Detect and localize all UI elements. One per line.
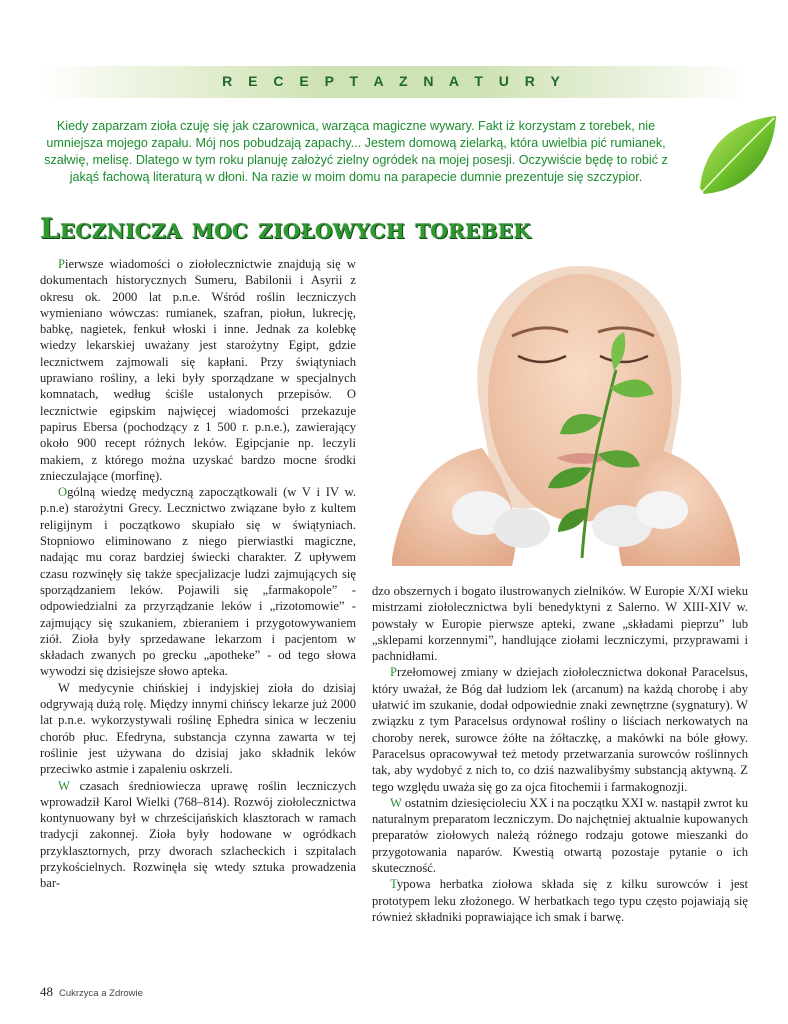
intro-paragraph: Kiedy zaparzam zioła czuję się jak czarownica, warząca magiczne wywary. Fakt iż korzystam z torebek, nie umniejsza mojego zapału. Mój nos pobudzają zapachy... Jestem domową zielarką, która uwielbia pić rumianek, szałwię, melisę. Dlatego w tym roku planuję założyć zielny ogródek na mojej posesji. Oczywiście będę to robić z jakąś fachową literaturą w dłoni. Na razie w moim domu na parapecie dumnie prezentuje się szczypior. [44,119,668,184]
paragraph: gólną wiedzę medyczną zapoczątkowali (w V i IV w. p.n.e) starożytni Grecy. Lecznictwo związane było z kultem religijnym i początkowo skupiało się w świątyniach. Stopniowo eliminowano z niego pierwiastki magiczne, nadając mu coraz bardziej świecki charakter. Z upływem czasu rozwinęły się także specjalizacje ludzi zajmujących się sporządzaniem leków. Pojawili się „farmakopole” - odpowiedzialni za przyrządzanie leków i „rizotomowie” - zajmujący się szukaniem, zbieraniem i przygotowywaniem ziół. Zioła były sprzedawane lekarzom i pacjentom w składach zwanych po grecku „apotheke” - od tego słowa wywodzi się dzisiejsze słowo apteka. [40,485,356,679]
drop-initial: P [58,257,66,271]
paragraph: rzełomowej zmiany w dziejach ziołolecznictwa dokonał Paracelsus, który uważał, że Bóg dał ludziom lek (arcanum) na każdą chorobę i aby ułatwić im szukanie, dodał odpowiednie znaki zewnętrzne (sygnatury). W związku z tym Paracelsus ordynował rośliny o liściach nerkowatych na choroby nerek, surowce żółte na żółtaczkę, a makówki na bóle głowy. Paracelsus opracowywał też metody przetwarzania surowców roślinnych tak, aby wydobyć z nich to, co dziś nazwalibyśmy substancją aktywną. Z tego względu uważa się go za ojca fitochemii i farmakognozji. [372,665,748,794]
paragraph: ypowa herbatka ziołowa składa się z kilku surowców i jest prototypem leku złożonego. W herbatkach tego typu często pojawiają się również składniki poprawiające ich smak i barwę. [372,877,748,924]
drop-initial: W [58,778,70,793]
leaf-icon [690,110,780,205]
photo-illustration [372,258,760,566]
drop-initial: W [390,795,402,810]
page-number: 48 [40,984,53,999]
magazine-name: Cukrzyca a Zdrowie [59,988,143,999]
section-label: R E C E P T A Z N A T U R Y [222,73,566,89]
left-column [40,256,356,892]
drop-initial: T [390,877,397,892]
drop-initial: P [390,665,398,680]
paragraph: ostatnim dziesięcioleciu XX i na początku XXI w. nastąpił zwrot ku naturalnym preparatom leczniczym. Do najchętniej aktualnie kupowanych preparatów ziołowych należą różnego rodzaju gotowe mieszanki do przygotowania naparów. Kwestią otwartą pozostaje pytanie o ich skuteczność. [372,795,748,876]
paragraph: czasach średniowiecza uprawę roślin leczniczych wprowadził Karol Wielki (768–814). Rozwój ziołolecznictwa kontynuowany był w chrześcijańskich klasztorach w ramach tradycji zakonnej. Zioła były hodowane w ogródkach przyklasztornych, przy dworach szlacheckich i szpitalach przykościelnych. Rozwinęła się wtedy sztuka prowadzenia bar- [40,778,356,891]
drop-initial: O [58,485,68,500]
paragraph: dzo obszernych i bogato ilustrowanych zielników. W Europie X/XI wieku mistrzami ziołolecznictwa byli benedyktyni z Salerno. W XIII-XIV w. powstały w Europie pierwsze apteki, zwane „składami pieprzu” lub „sklepami korzennymi”, handlujące ziołami leczniczymi, przyprawami i pachnidłami. [372,584,748,664]
paragraph: W medycynie chińskiej i indyjskiej zioła do dzisiaj odgrywają dużą rolę. Między innymi chińscy lekarze już 2000 lat p.n.e. wykorzystywali roślinę Ephedra sinica w leczeniu chorób płuc. Efedryna, substancja czynna zawarta w tej roślinie jest używana do dzisiaj jako składnik leków przeciwko astmie i zapaleniu oskrzeli. [40,680,356,777]
section-banner [42,66,746,98]
paragraph: ierwsze wiadomości o ziołolecznictwie znajdują się w dokumentach historycznych Sumeru, Babilonii i Asyrii z okresu ok. 2000 lat p.n.e. Wśród roślin leczniczych wymieniano wówczas: rumianek, szafran, piołun, lukrecję, babkę, nagietek, fenkuł włoski i inne. Jednak za kolebkę wiedzy lekarskiej uważany jest starożytny Egipt, gdzie lecznictwem zajmowali się kapłani. Przy świątyniach uprawiano rośliny, a leki były sporządzane w specjalnych komnatach, według ściśle ustalonych przepisów. O lecznictwie egipskim najwięcej wiadomości przekazuje papirus Ebersa (pochodzący z 1 500 r. p.n.e.), zawierający około 900 recept różnych leków. Egipcjanie np. leczyli makiem, z którego można uzyskać bardzo mocne środki znieczulające (morfinę). [40,257,356,483]
woman-with-plant-photo [372,258,760,566]
article-title: Lecznicza moc ziołowych torebek [40,212,532,245]
right-column [372,583,748,925]
page-footer [40,984,143,1000]
